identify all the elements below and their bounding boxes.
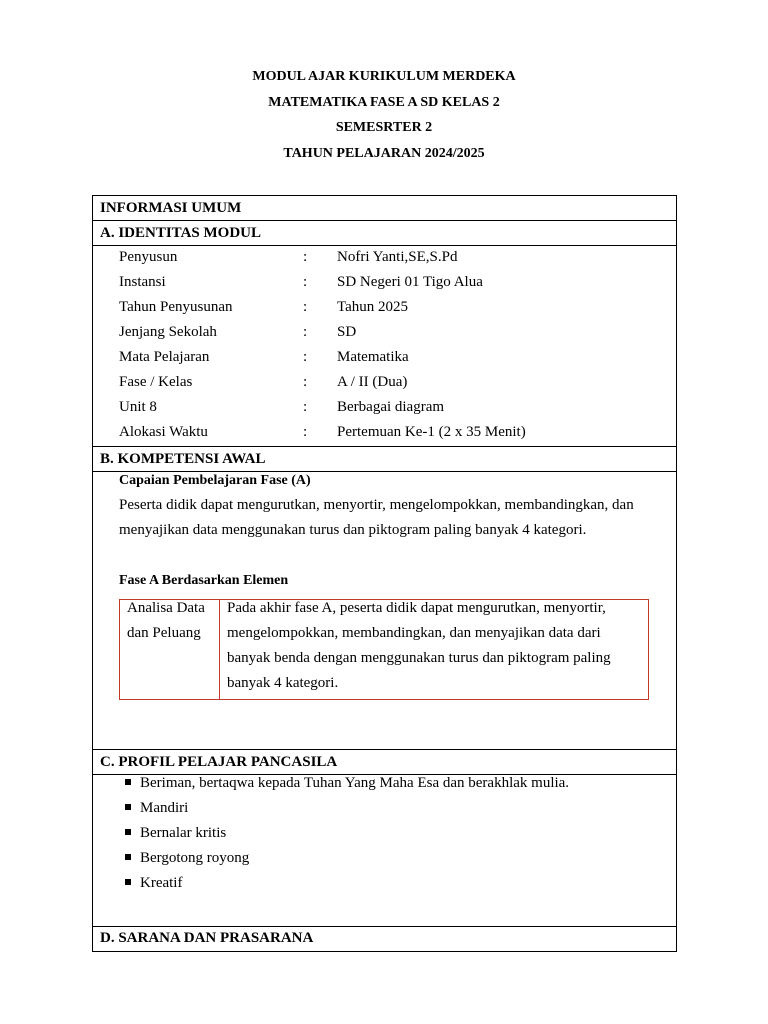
elemen-title: Fase A Berdasarkan Elemen (119, 573, 289, 588)
identitas-label: Penyusun (119, 249, 178, 265)
elemen-desc-line: Pada akhir fase A, peserta didik dapat mengurutkan, menyortir, (227, 600, 606, 616)
capaian-line: menyajikan data menggunakan turus dan piktogram paling banyak 4 kategori. (119, 522, 587, 538)
profil-item-text: Bergotong royong (140, 850, 250, 866)
identitas-colon: : (303, 324, 308, 340)
kompetensi-body (93, 196, 676, 750)
title-line-3: SEMESRTER 2 (335, 120, 433, 135)
identitas-value: SD Negeri 01 Tigo Alua (337, 274, 483, 290)
bullet-icon (125, 854, 131, 860)
elemen-name-line: Analisa Data (127, 600, 205, 616)
identitas-label: Alokasi Waktu (119, 424, 208, 440)
title-line-1: MODUL AJAR KURIKULUM MERDEKA (252, 69, 516, 84)
identitas-heading: A. IDENTITAS MODUL (100, 225, 261, 241)
profil-item-text: Beriman, bertaqwa kepada Tuhan Yang Maha Esa dan berakhlak mulia. (140, 775, 570, 791)
title-line-4: TAHUN PELAJARAN 2024/2025 (283, 145, 485, 161)
profil-item-text: Mandiri (140, 800, 189, 816)
profil-item (125, 825, 226, 842)
identitas-colon: : (303, 349, 308, 365)
identitas-label: Jenjang Sekolah (119, 324, 217, 340)
identitas-colon: : (303, 424, 308, 440)
identitas-colon: : (303, 399, 308, 415)
identitas-label: Unit 8 (119, 399, 157, 415)
identitas-colon: : (303, 299, 308, 315)
identitas-label: Tahun Penyusunan (119, 299, 233, 315)
identitas-value: A / II (Dua) (337, 374, 408, 390)
identitas-value: Matematika (337, 349, 409, 365)
bullet-icon (125, 879, 131, 885)
informasi-umum-heading: INFORMASI UMUM (100, 200, 242, 216)
profil-list (93, 775, 676, 926)
section-sarana-prasarana (93, 926, 676, 951)
bullet-icon (125, 829, 131, 835)
sarana-heading: D. SARANA DAN PRASARANA (100, 930, 314, 946)
bullet-icon (125, 804, 131, 810)
document-title (0, 66, 768, 168)
identitas-label: Instansi (119, 274, 166, 290)
elemen-name-cell (120, 600, 220, 699)
profil-item (125, 850, 249, 867)
bullet-icon (125, 779, 131, 785)
identitas-colon: : (303, 249, 308, 265)
identitas-value: Nofri Yanti,SE,S.Pd (337, 249, 458, 265)
identitas-label: Fase / Kelas (119, 374, 193, 390)
elemen-desc-line: mengelompokkan, membandingkan, dan menyajikan data dari (227, 625, 601, 641)
capaian-line: Peserta didik dapat mengurutkan, menyortir, mengelompokkan, membandingkan, dan (119, 497, 634, 513)
module-table (92, 195, 677, 952)
identitas-value: Berbagai diagram (337, 399, 445, 415)
title-line-2: MATEMATIKA FASE A SD KELAS 2 (268, 94, 500, 110)
profil-item (125, 800, 188, 817)
elemen-name-line: dan Peluang (127, 625, 201, 641)
section-profil-pelajar (93, 750, 676, 775)
identitas-colon: : (303, 274, 308, 290)
capaian-title: Capaian Pembelajaran Fase (A) (119, 473, 311, 488)
profil-item (125, 775, 569, 792)
profil-item (125, 875, 182, 892)
profil-item-text: Kreatif (140, 875, 183, 891)
elemen-desc-line: banyak benda dengan menggunakan turus dan piktogram paling (227, 650, 611, 666)
identitas-label: Mata Pelajaran (119, 349, 210, 365)
elemen-table (119, 599, 649, 700)
identitas-value: Pertemuan Ke-1 (2 x 35 Menit) (337, 424, 526, 440)
identitas-value: Tahun 2025 (337, 299, 409, 315)
identitas-colon: : (303, 374, 308, 390)
kompetensi-heading: B. KOMPETENSI AWAL (100, 451, 266, 467)
profil-item-text: Bernalar kritis (140, 825, 227, 841)
elemen-desc-line: banyak 4 kategori. (227, 675, 339, 691)
profil-heading: C. PROFIL PELAJAR PANCASILA (100, 754, 338, 770)
identitas-value: SD (337, 324, 357, 340)
